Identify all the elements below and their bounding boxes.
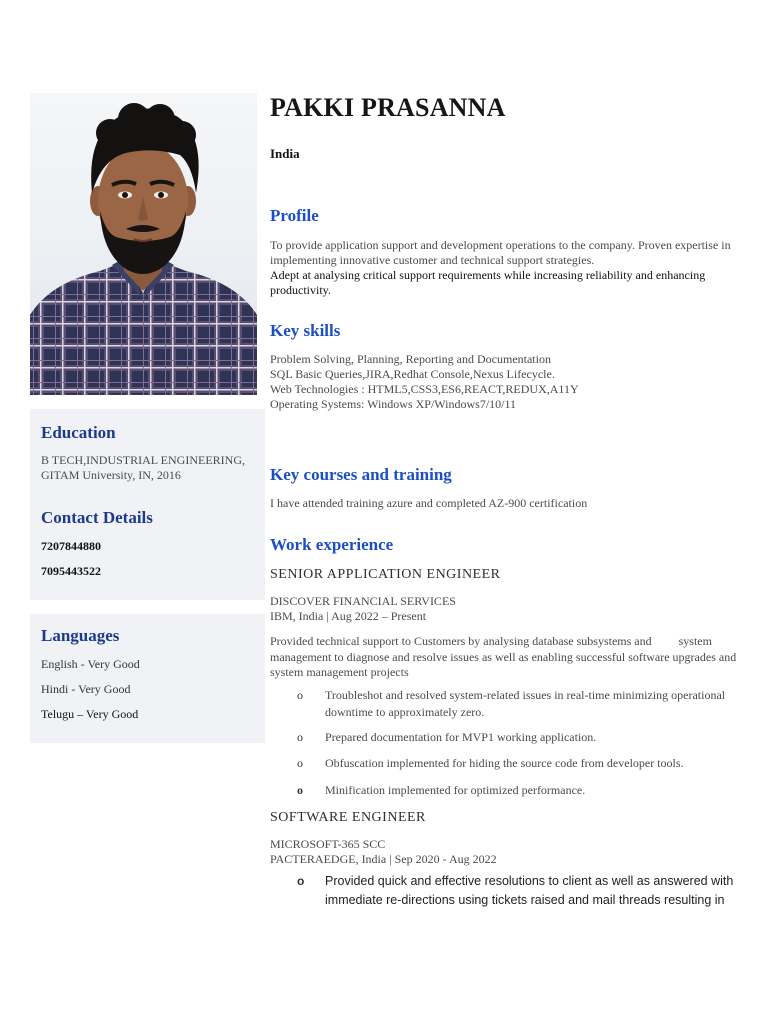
skills-heading: Key skills	[270, 321, 341, 340]
bullet-text: Troubleshot and resolved system-related issues in real-time minimizing operational downtime to approximately zero.	[325, 688, 726, 719]
job-bullet	[297, 755, 745, 772]
bullet-icon: o	[297, 730, 303, 744]
job-title: SOFTWARE ENGINEER	[270, 810, 426, 825]
job-client: MICROSOFT-365 SCC	[270, 837, 386, 851]
job-company: PACTERAEDGE, India | Sep 2020 - Aug 2022	[270, 852, 497, 866]
profile-summary: To provide application support and development operations to the company. Proven expertise in implementing innovative customer and technical support strategies.	[270, 238, 731, 267]
job-client: DISCOVER FINANCIAL SERVICES	[270, 594, 456, 608]
education-heading: Education	[41, 423, 116, 442]
job-title: SENIOR APPLICATION ENGINEER	[270, 567, 501, 582]
skill-item: Web Technologies : HTML5,CSS3,ES6,REACT,REDUX,A11Y	[270, 382, 579, 396]
candidate-name: PAKKI PRASANNA	[270, 93, 506, 122]
courses-text: I have attended training azure and completed AZ-900 certification	[270, 496, 588, 510]
courses-heading: Key courses and training	[270, 465, 452, 484]
job-bullet	[297, 782, 745, 799]
bullet-text: Prepared documentation for MVP1 working application.	[325, 730, 597, 744]
skill-item: Operating Systems: Windows XP/Windows7/10/11	[270, 397, 517, 411]
bullet-text: Obfuscation implemented for hiding the source code from developer tools.	[325, 756, 684, 770]
bullet-icon: o	[297, 756, 303, 770]
phone-number-1: 7207844880	[41, 539, 101, 553]
skill-item: SQL Basic Queries,JIRA,Redhat Console,Nexus Lifecycle.	[270, 367, 555, 381]
languages-heading: Languages	[41, 626, 120, 645]
bullet-text: Minification implemented for optimized performance.	[325, 783, 586, 797]
profile-summary-2: Adept at analysing critical support requirements while increasing reliability and enhancing productivity.	[270, 268, 706, 297]
contact-heading: Contact Details	[41, 508, 153, 527]
job-company: IBM, India | Aug 2022 – Present	[270, 609, 427, 623]
bullet-icon: o	[297, 874, 305, 888]
job-summary: Provided technical support to Customers by analysing database subsystems and system management to diagnose and resolve issues as well as enabling successful software upgrades and system management projects	[270, 634, 740, 679]
phone-number-2: 7095443522	[41, 564, 101, 578]
education-detail: B TECH,INDUSTRIAL ENGINEERING, GITAM University, IN, 2016	[41, 453, 245, 482]
bullet-icon: o	[297, 688, 303, 702]
job-bullet	[297, 729, 745, 746]
language-english: English - Very Good	[41, 657, 140, 671]
language-telugu: Telugu – Very Good	[41, 707, 139, 721]
languages-panel	[30, 614, 265, 743]
candidate-country: India	[270, 146, 300, 161]
work-heading: Work experience	[270, 535, 394, 554]
job-bullet	[297, 687, 745, 721]
language-hindi: Hindi - Very Good	[41, 682, 131, 696]
job-bullet	[297, 872, 745, 910]
skill-item: Problem Solving, Planning, Reporting and Documentation	[270, 352, 551, 366]
bullet-icon: o	[297, 783, 303, 797]
education-contact-panel	[30, 409, 265, 600]
bullet-text: Provided quick and effective resolutions to client as well as answered with immediate re-directions using tickets raised and mail threads resulting in	[325, 874, 734, 907]
profile-heading: Profile	[270, 206, 319, 225]
profile-photo	[30, 93, 257, 395]
